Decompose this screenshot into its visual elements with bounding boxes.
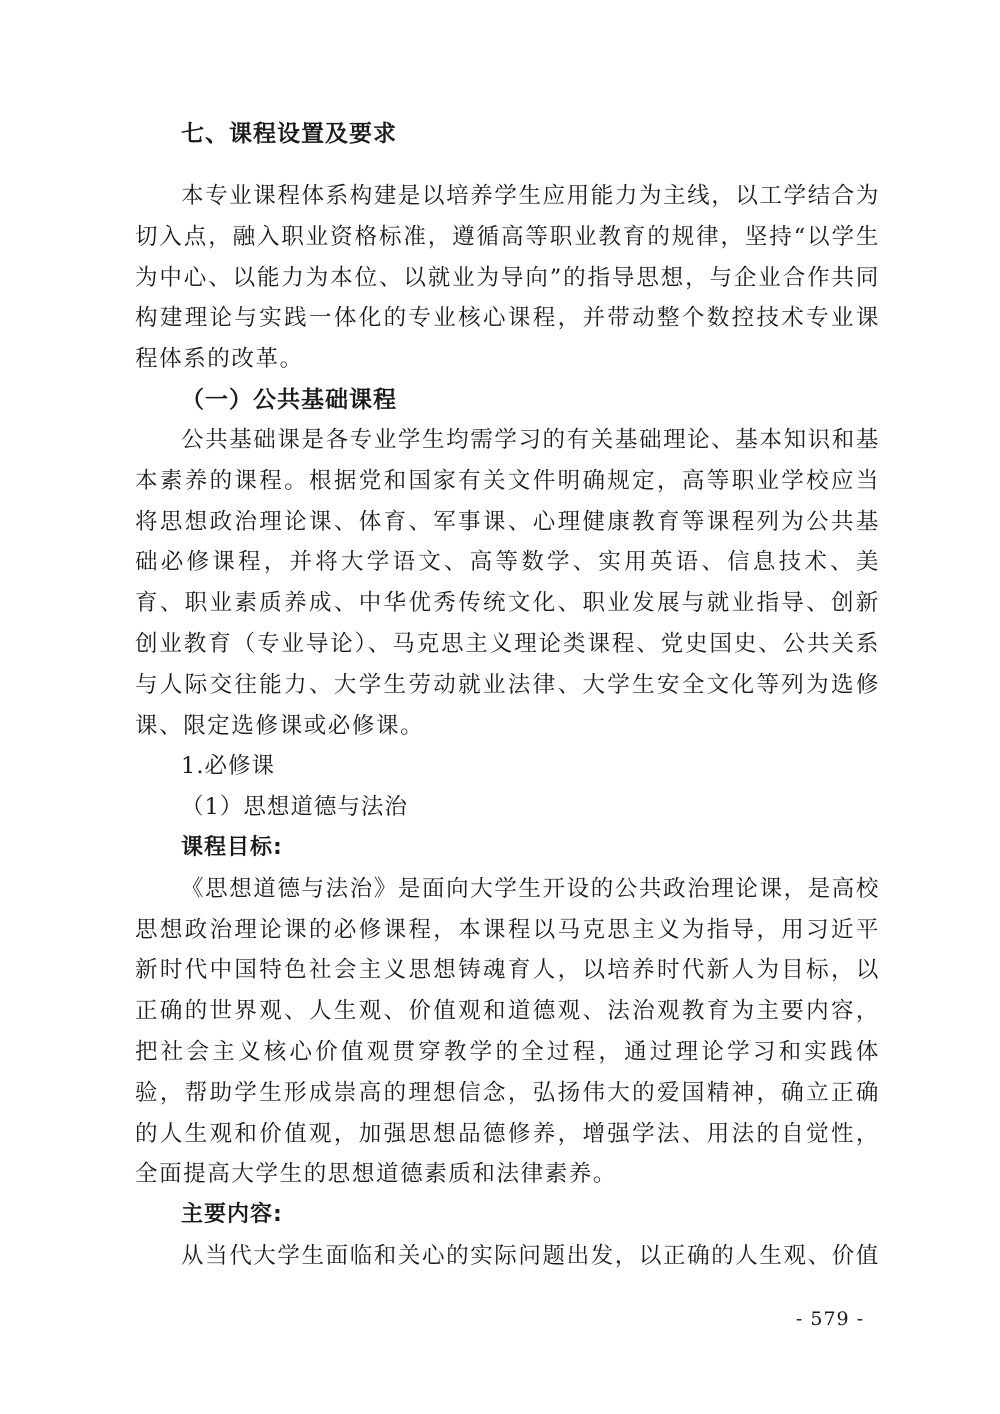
section-intro-paragraph: 本专业课程体系构建是以培养学生应用能力为主线，以工学结合为切入点，融入职业资格标准，遵循高等职业教育的规律，坚持“以学生为中心、以能力为本位、以就业为导向”的指导思想，与企业合作共同构建理论与实践一体化的专业核心课程，并带动整个数控技术专业课程体系的改革。	[135, 183, 880, 373]
course-objective-label: 课程目标:	[181, 834, 283, 860]
main-content-paragraph: 从当代大学生面临和关心的实际问题出发，以正确的人生观、价值	[181, 1242, 880, 1269]
page-number: - 579 -	[795, 1308, 865, 1330]
required-courses-label: 1.必修课	[181, 753, 275, 780]
section-heading: 七、课程设置及要求	[181, 121, 397, 147]
main-content-label: 主要内容:	[181, 1202, 283, 1228]
page-content	[135, 114, 880, 1277]
course-objective-paragraph: 《思想道德与法治》是面向大学生开设的公共政治理论课，是高校思想政治理论课的必修课程，本课程以马克思主义为指导，用习近平新时代中国特色社会主义思想铸魂育人，以培养时代新人为目标，以正确的世界观、人生观、价值观和道德观、法治观教育为主要内容，把社会主义核心价值观贯穿教学的全过程，通过理论学习和实践体验，帮助学生形成崇高的理想信念，弘扬伟大的爱国精神，确立正确的人生观和价值观，加强思想品德修养，增强学法、用法的自觉性，全面提高大学生的思想道德素质和法律素养。	[135, 875, 880, 1188]
subsection-heading: （一）公共基础课程	[181, 386, 397, 413]
public-basic-courses-paragraph: 公共基础课是各专业学生均需学习的有关基础理论、基本知识和基本素养的课程。根据党和国家有关文件明确规定，高等职业学校应当将思想政治理论课、体育、军事课、心理健康教育等课程列为公共基础必修课程，并将大学语文、高等数学、实用英语、信息技术、美育、职业素质养成、中华优秀传统文化、职业发展与就业指导、创新创业教育（专业导论）、马克思主义理论类课程、党史国史、公共关系与人际交往能力、大学生劳动就业法律、大学生安全文化等列为选修课、限定选修课或必修课。	[135, 426, 880, 739]
course-title: （1）思想道德与法治	[181, 794, 408, 821]
